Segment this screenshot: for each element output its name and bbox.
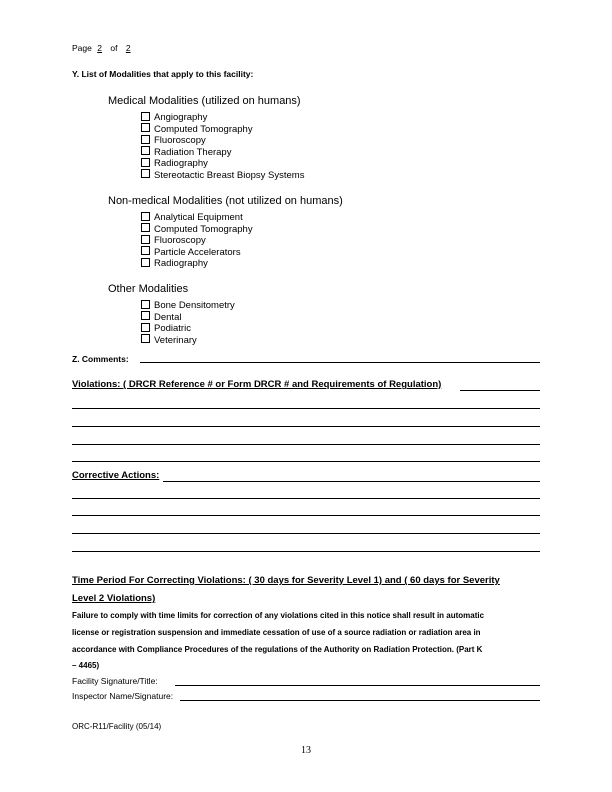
checkbox-label: Radiography	[154, 258, 208, 269]
violations-line[interactable]	[72, 426, 540, 427]
checkbox-box[interactable]	[141, 212, 150, 221]
page-current: 2	[97, 43, 102, 53]
checkbox-item[interactable]	[141, 147, 231, 159]
inspector-signature-line[interactable]	[180, 700, 540, 701]
checkbox-label: Fluoroscopy	[154, 135, 206, 146]
checkbox-item[interactable]	[141, 258, 208, 270]
warning-line-3: accordance with Compliance Procedures of the regulations of the Authority on Radiation Protection. (Part K	[72, 645, 483, 654]
comments-label: Z. Comments:	[72, 354, 129, 364]
violations-line[interactable]	[72, 408, 540, 409]
time-period-heading-2: Level 2 Violations)	[72, 593, 156, 604]
corrective-line[interactable]	[72, 498, 540, 499]
checkbox-label: Radiography	[154, 158, 208, 169]
inspector-signature-label: Inspector Name/Signature:	[72, 691, 174, 701]
violations-label: Violations: ( DRCR Reference # or Form DRCR # and Requirements of Regulation)	[72, 379, 442, 390]
group-medical-title: Medical Modalities (utilized on humans)	[108, 95, 301, 107]
form-id: ORC-R11/Facility (05/14)	[72, 722, 162, 731]
section-y-title: Y. List of Modalities that apply to this facility:	[72, 69, 254, 79]
checkbox-label: Particle Accelerators	[154, 246, 241, 258]
checkbox-item[interactable]	[141, 323, 191, 335]
warning-line-2: license or registration suspension and immediate cessation of use of a source radiation or radiation area in	[72, 628, 481, 637]
checkbox-label: Radiation Therapy	[154, 146, 232, 158]
group-non-medical-title: Non-medical Modalities (not utilized on humans)	[108, 195, 343, 207]
checkbox-label: Computed Tomography	[154, 223, 253, 235]
checkbox-label: Stereotactic Breast Biopsy Systems	[154, 169, 305, 181]
checkbox-box[interactable]	[141, 123, 150, 132]
checkbox-box[interactable]	[141, 146, 150, 155]
warning-line-1: Failure to comply with time limits for correction of any violations cited in this notice shall result in automatic	[72, 611, 485, 620]
checkbox-box[interactable]	[141, 323, 150, 332]
checkbox-box[interactable]	[141, 158, 150, 167]
violations-line[interactable]	[72, 461, 540, 462]
checkbox-item[interactable]	[141, 300, 235, 312]
violations-label-line	[460, 390, 540, 391]
checkbox-item[interactable]	[141, 158, 208, 170]
checkbox-item[interactable]	[141, 112, 207, 124]
checkbox-box[interactable]	[141, 258, 150, 267]
checkbox-box[interactable]	[141, 223, 150, 232]
checkbox-item[interactable]	[141, 312, 181, 324]
checkbox-box[interactable]	[141, 135, 150, 144]
checkbox-item[interactable]	[141, 135, 206, 147]
checkbox-label: Angiography	[154, 112, 208, 123]
corrective-label-line	[163, 481, 540, 482]
checkbox-item[interactable]	[141, 224, 253, 236]
facility-signature-label: Facility Signature/Title:	[72, 676, 158, 686]
page-sep: of	[110, 43, 118, 53]
page-total: 2	[125, 43, 131, 53]
checkbox-box[interactable]	[141, 235, 150, 244]
group-other-title: Other Modalities	[108, 283, 189, 295]
checkbox-label: Bone Densitometry	[154, 300, 235, 311]
checkbox-box[interactable]	[141, 334, 150, 343]
corrective-line[interactable]	[72, 515, 540, 516]
corrective-label: Corrective Actions:	[72, 470, 160, 481]
checkbox-box[interactable]	[141, 246, 150, 255]
checkbox-label: Dental	[154, 311, 182, 323]
checkbox-item[interactable]	[141, 212, 243, 224]
page-prefix: Page	[72, 43, 92, 53]
checkbox-item[interactable]	[141, 247, 241, 259]
checkbox-box[interactable]	[141, 112, 150, 121]
checkbox-label: Fluoroscopy	[154, 235, 206, 246]
corrective-line[interactable]	[72, 551, 540, 552]
checkbox-label: Analytical Equipment	[154, 212, 243, 223]
checkbox-label: Podiatric	[154, 323, 191, 334]
time-period-heading-1: Time Period For Correcting Violations: ( 30 days for Severity Level 1) and ( 60 days for Severity	[72, 575, 500, 586]
checkbox-label: Veterinary	[154, 334, 197, 346]
checkbox-item[interactable]	[141, 170, 304, 182]
facility-signature-line[interactable]	[175, 685, 540, 686]
checkbox-label: Computed Tomography	[154, 123, 253, 135]
violations-line[interactable]	[72, 444, 540, 445]
comments-line[interactable]	[140, 362, 540, 363]
page-number: 13	[301, 745, 311, 756]
checkbox-item[interactable]	[141, 235, 206, 247]
corrective-line[interactable]	[72, 533, 540, 534]
checkbox-item[interactable]	[141, 124, 253, 136]
checkbox-box[interactable]	[141, 311, 150, 320]
checkbox-item[interactable]	[141, 335, 197, 347]
checkbox-box[interactable]	[141, 169, 150, 178]
page-indicator	[72, 43, 134, 53]
warning-line-4: – 4465)	[72, 661, 100, 670]
checkbox-box[interactable]	[141, 300, 150, 309]
